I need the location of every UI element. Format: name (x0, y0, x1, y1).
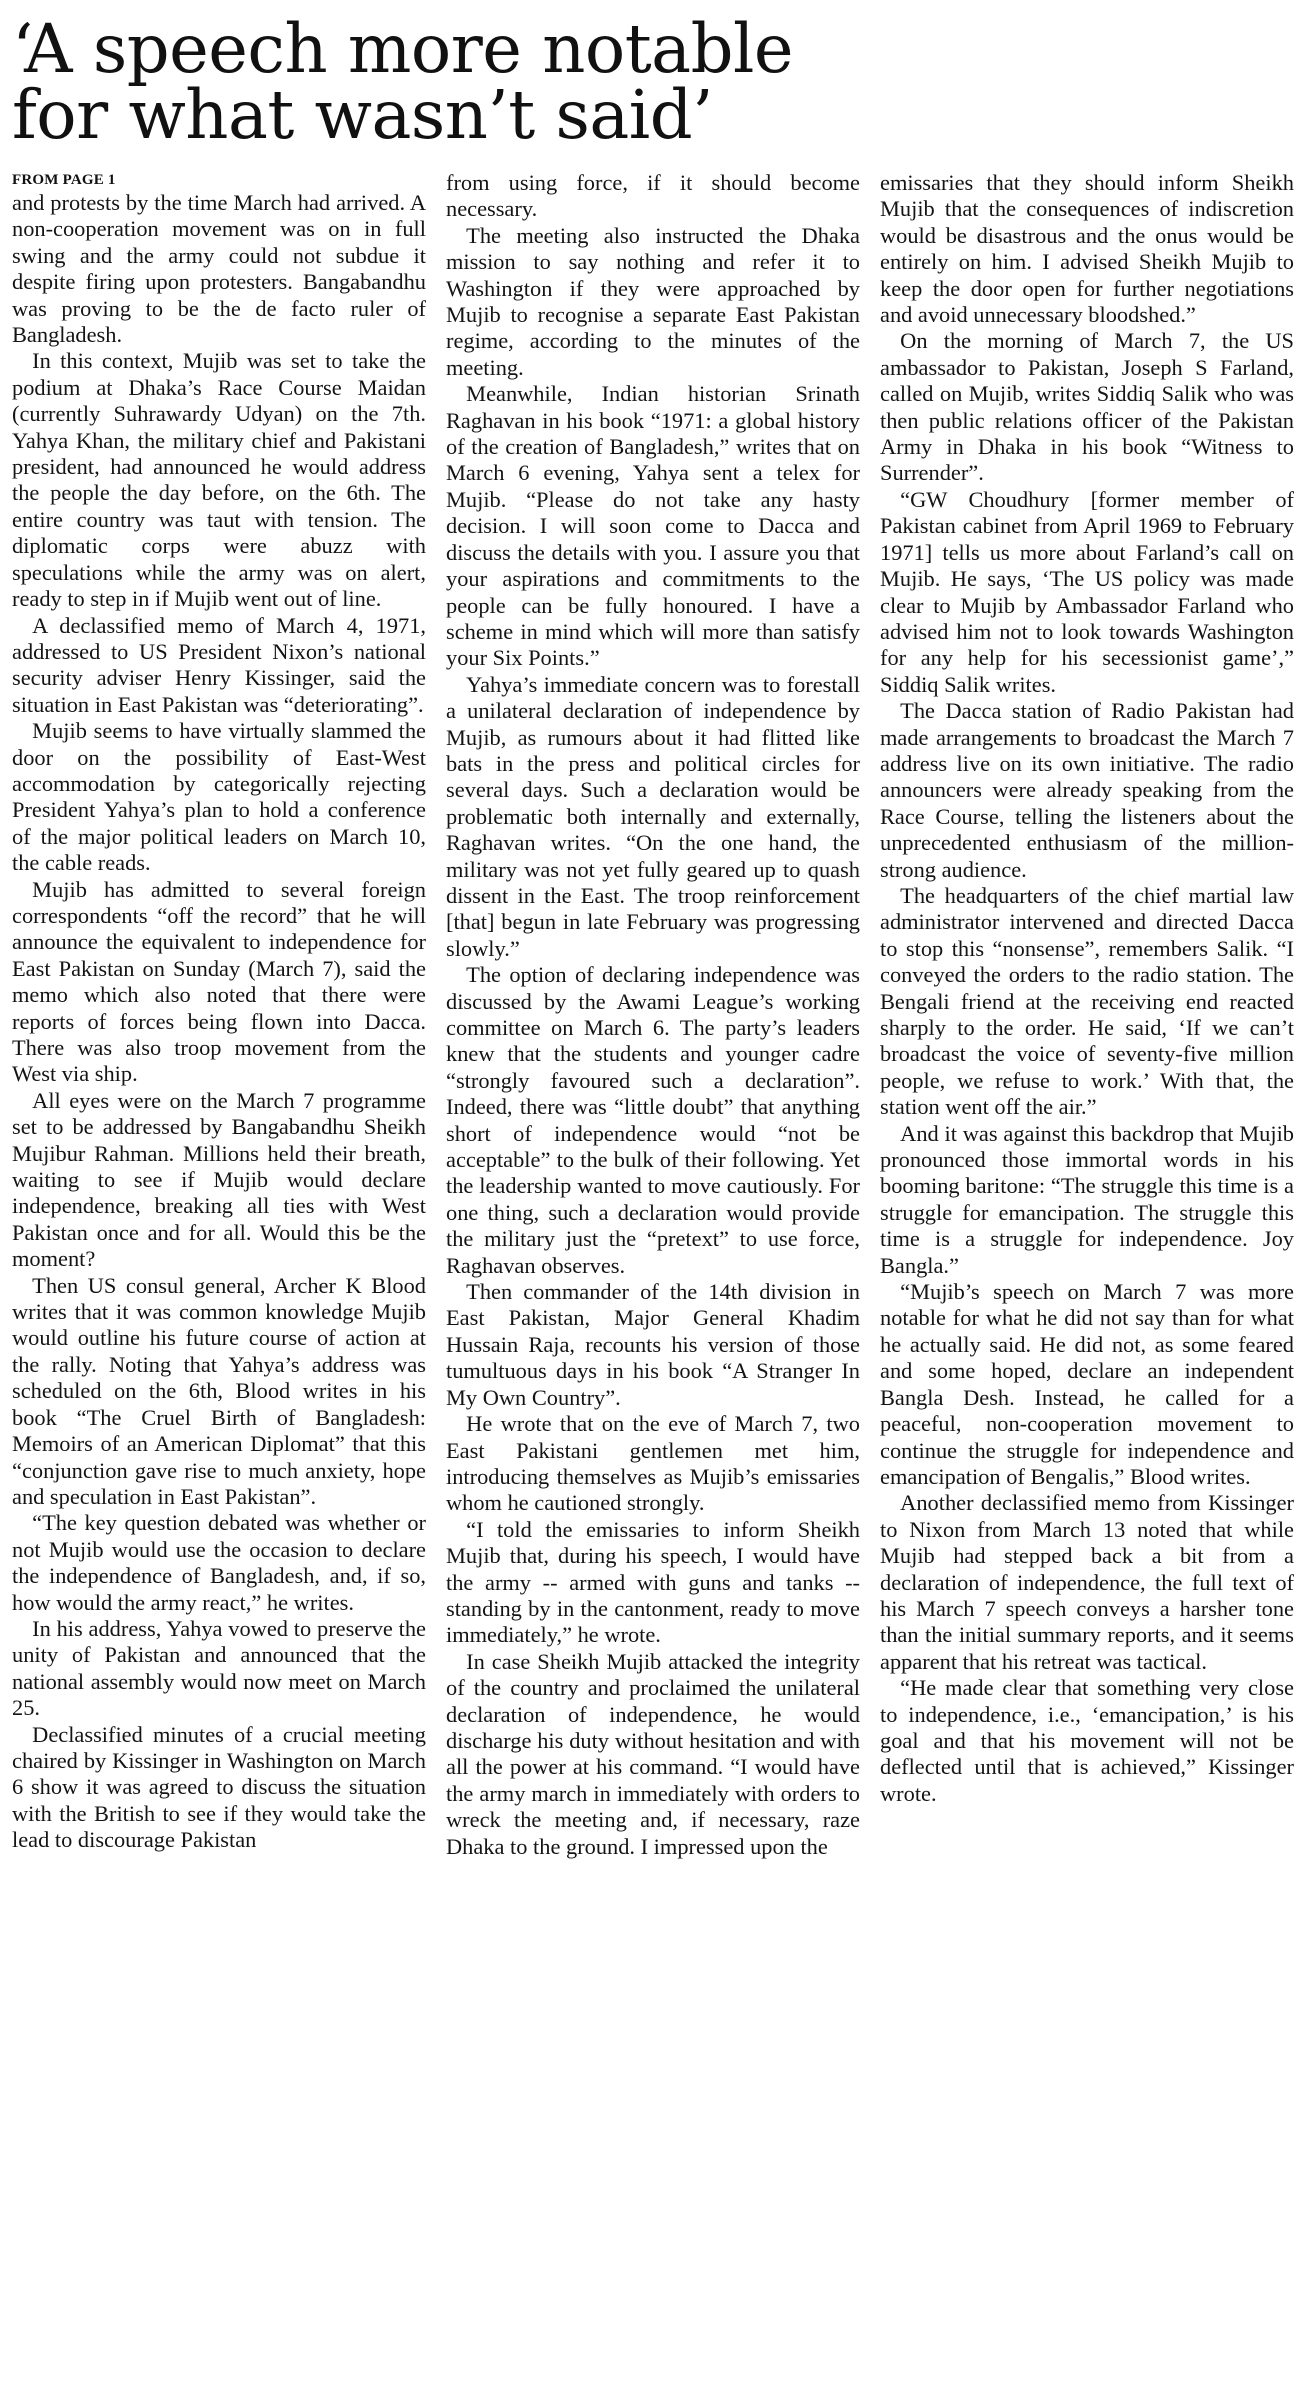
paragraph: A declassified memo of March 4, 1971, addressed to US President Nixon’s national security adviser Henry Kissinger, said the situation in East Pakistan was “deteriorating”. (12, 612, 426, 717)
paragraph: from using force, if it should become necessary. (446, 170, 860, 222)
headline-line-2: for what wasn’t said’ (12, 76, 713, 154)
paragraph: The Dacca station of Radio Pakistan had made arrangements to broadcast the March 7 address live on its own initiative. The radio announcers were already speaking from the Race Course, telling the listeners about the unprecedented enthusiasm of the million-strong audience. (880, 698, 1294, 882)
paragraph: The headquarters of the chief martial law administrator intervened and directed Dacca to stop this “nonsense”, remembers Salik. “I conveyed the orders to the radio station. The Bengali friend at the receiving end reacted sharply to the order. He said, ‘If we can’t broadcast the voice of seventy-five million people, we refuse to work.’ With that, the station went off the air.” (880, 882, 1294, 1120)
paragraph: Meanwhile, Indian historian Srinath Raghavan in his book “1971: a global history of the creation of Bangladesh,” writes that on March 6 evening, Yahya sent a telex for Mujib. “Please do not take any hasty decision. I will soon come to Dacca and discuss the details with you. I assure you that your aspirations and commitments to the people can be fully honoured. I have a scheme in mind which will more than satisfy your Six Points.” (446, 381, 860, 671)
paragraph: And it was against this backdrop that Mujib pronounced those immortal words in his booming baritone: “The struggle this time is a struggle for emancipation. The struggle this time is a struggle for independence. Joy Bangla.” (880, 1120, 1294, 1278)
paragraph: All eyes were on the March 7 programme set to be addressed by Bangabandhu Sheikh Mujibur Rahman. Millions held their breath, waiting to see if Mujib would declare independence, breaking all ties with West Pakistan once and for all. Would this be the moment? (12, 1087, 426, 1272)
paragraph: Then US consul general, Archer K Blood writes that it was common knowledge Mujib would outline his future course of action at the rally. Noting that Yahya’s address was scheduled on the 6th, Blood writes in his book “The Cruel Birth of Bangladesh: Memoirs of an American Diplomat” that this “conjunction gave rise to much anxiety, hope and speculation in East Pakistan”. (12, 1272, 426, 1509)
headline-line-1: ‘A speech more notable (12, 10, 794, 88)
paragraph: The option of declaring independence was discussed by the Awami League’s working committee on March 6. The party’s leaders knew that the students and younger cadre “strongly favoured such a declaration”. Indeed, there was “little doubt” that anything short of independence would “not be acceptable” to the bulk of their following. Yet the leadership wanted to move cautiously. For one thing, such a declaration would provide the military just the “pretext” to use force, Raghavan observes. (446, 962, 860, 1278)
from-page-kicker: FROM PAGE 1 (12, 172, 116, 188)
headline (12, 10, 1294, 154)
paragraph: Mujib has admitted to several foreign correspondents “off the record” that he will announce the equivalent to independence for East Pakistan on Sunday (March 7), said the memo which also noted that there were reports of forces being flown into Dacca. There was also troop movement from the West via ship. (12, 876, 426, 1087)
column-3 (880, 170, 1294, 2350)
paragraph: “I told the emissaries to inform Sheikh Mujib that, during his speech, I would have the army -- armed with guns and tanks -- standing by in the cantonment, ready to move immediately,” he wrote. (446, 1516, 860, 1648)
paragraph: He wrote that on the eve of March 7, two East Pakistani gentlemen met him, introducing themselves as Mujib’s emissaries whom he cautioned strongly. (446, 1411, 860, 1516)
article-columns (12, 170, 1294, 2350)
paragraph: In this context, Mujib was set to take the podium at Dhaka’s Race Course Maidan (currently Suhrawardy Udyan) on the 7th. Yahya Khan, the military chief and Pakistani president, had announced he would address the people the day before, on the 6th. The entire country was taut with tension. The diplomatic corps were abuzz with speculations while the army was on alert, ready to step in if Mujib went out of line. (12, 348, 426, 612)
paragraph: On the morning of March 7, the US ambassador to Pakistan, Joseph S Farland, called on Mujib, writes Siddiq Salik who was then public relations officer of the Pakistan Army in Dhaka in his book “Witness to Surrender”. (880, 328, 1294, 486)
column-2 (446, 170, 860, 2350)
paragraph: “The key question debated was whether or not Mujib would use the occasion to declare the independence of Bangladesh, and, if so, how would the army react,” he writes. (12, 1510, 426, 1615)
paragraph: emissaries that they should inform Sheikh Mujib that the consequences of indiscretion would be disastrous and the onus would be entirely on him. I advised Sheikh Mujib to keep the door open for further negotiations and avoid unnecessary bloodshed.” (880, 170, 1294, 328)
paragraph: In his address, Yahya vowed to preserve the unity of Pakistan and announced that the national assembly would now meet on March 25. (12, 1615, 426, 1721)
paragraph: Yahya’s immediate concern was to forestall a unilateral declaration of independence by Mujib, as rumours about it had flitted like bats in the press and political circles for several days. Such a declaration would be problematic both internally and externally, Raghavan writes. “On the one hand, the military was not yet fully geared up to quash dissent in the East. The troop reinforcement [that] begun in late February was progressing slowly.” (446, 671, 860, 961)
paragraph: “GW Choudhury [former member of Pakistan cabinet from April 1969 to February 1971] tells us more about Farland’s call on Mujib. He says, ‘The US policy was made clear to Mujib by Ambassador Farland who advised him not to look towards Washington for any help for his secessionist game’,” Siddiq Salik writes. (880, 486, 1294, 697)
paragraph: The meeting also instructed the Dhaka mission to say nothing and refer it to Washington if they were approached by Mujib to recognise a separate East Pakistan regime, according to the minutes of the meeting. (446, 222, 860, 380)
paragraph: In case Sheikh Mujib attacked the integrity of the country and proclaimed the unilateral declaration of independence, he would discharge his duty without hesitation and with all the power at his command. “I would have the army march in immediately with orders to wreck the meeting and, if necessary, raze Dhaka to the ground. I impressed upon the (446, 1648, 860, 1859)
column-1 (12, 170, 426, 2350)
paragraph: “He made clear that something very close to independence, i.e., ‘emancipation,’ is his goal and that his movement will not be deflected until that is achieved,” Kissinger wrote. (880, 1675, 1294, 1806)
paragraph: Mujib seems to have virtually slammed the door on the possibility of East-West accommodation by categorically rejecting President Yahya’s plan to hold a conference of the major political leaders on March 10, the cable reads. (12, 718, 426, 876)
paragraph: “Mujib’s speech on March 7 was more notable for what he did not say than for what he actually said. He did not, as some feared and some hoped, declare an independent Bangla Desh. Instead, he called for a peaceful, non-cooperation movement to continue the struggle for independence and emancipation of Bengalis,” Blood writes. (880, 1279, 1294, 1489)
paragraph: and protests by the time March had arrived. A non-cooperation movement was on in full swing and the army could not subdue it despite firing upon protesters. Bangabandhu was proving to be the de facto ruler of Bangladesh. (12, 190, 426, 348)
paragraph: Declassified minutes of a crucial meeting chaired by Kissinger in Washington on March 6 show it was agreed to discuss the situation with the British to see if they would take the lead to discourage Pakistan (12, 1721, 426, 1853)
paragraph: Another declassified memo from Kissinger to Nixon from March 13 noted that while Mujib had stepped back a bit from a declaration of independence, the full text of his March 7 speech conveys a harsher tone than the initial summary reports, and it seems apparent that his retreat was tactical. (880, 1490, 1294, 1674)
paragraph: Then commander of the 14th division in East Pakistan, Major General Khadim Hussain Raja, recounts his version of those tumultuous days in his book “A Stranger In My Own Country”. (446, 1279, 860, 1410)
